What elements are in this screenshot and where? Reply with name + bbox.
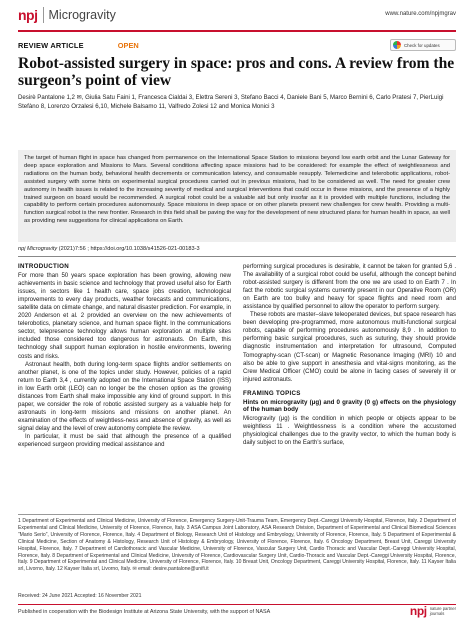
check-for-updates-button[interactable] — [390, 39, 456, 51]
subsection-heading-microgravity: Hints on microgravity (μg) and 0 gravity (0 g) effects on the physiology of the human body — [243, 398, 456, 414]
intro-paragraph-3: In particular, it must be said that although the presence of a qualified experienced surgeon providing medical assistance and — [18, 433, 231, 449]
right-paragraph-3: Microgravity (μg) is the condition in which people or objects appear to be weightless 11 . Weightlessness is a condition where the accustomed physiological challenges due to the gravity vector, to which the human body is daily subject to on the Earth’s surface, — [243, 415, 456, 447]
intro-paragraph-2: Astronaut health, both during long-term space flights and/or settlements on another planet, is one of the topics under study. However, policies of a rapid return to Earth 3,4 , currently adopted on the International Space Station (ISS) in low Earth orbit (LEO) can no longer be the chosen option as the growing distances from Earth shall make impossible any kind of ground support. In this paper, we consider the role of robotic assisted surgery as a valuable help for astronauts in long-term missions and missions on another planet. An examination of the effects of weightless-ness and absence of gravity, as well as signal delay and the level of crew autonomy complete the review. — [18, 361, 231, 432]
section-heading-introduction: INTRODUCTION — [18, 263, 70, 270]
abstract-box — [18, 150, 456, 242]
publisher-note: Published in cooperation with the Biodesign Institute at Arizona State University, with the support of NASA — [18, 609, 271, 615]
received-accepted-dates: Received: 24 June 2021 Accepted: 16 November 2021 — [18, 593, 142, 599]
footer-rule — [18, 604, 456, 605]
intro-paragraph-1: For more than 50 years space exploration has been growing, allowing new achievements in basic science and technology that proved useful also for Earth issues, in sectors like 1 health care, space jobs creation, technological improvements to every day products, weather forecasts and communications, satellite data on climate change, and natural disaster prediction. For example, in 2020 Anderson et al. 2 provided an overview on the new achievements of telerobotics, planetary science, and human space flight. In the communications sector, telepresence technology allows human exploration at multiple sites included those considered too dangerous for astronauts. On Earth, this technology shall support human exploration in hostile environments, lowering costs and risks. — [18, 273, 232, 360]
partner-line-1: nature partner — [429, 606, 456, 611]
npj-logo: npj — [18, 7, 38, 23]
right-paragraph-1: performing surgical procedures is desirable, it cannot be taken for granted 5,6 . The availability of a surgical robot could be useful, although the concept behind robot-assisted surgery is different from the one we are used to on Earth 7 . In fact the robotic surgical systems currently present in our Operative Room (OR) on Earth are too bulky and heavy for space flights and need room and assistance by qualified personnel to allow the operator to perform surgery. — [243, 264, 456, 311]
section-heading-framing-topics: FRAMING TOPICS — [243, 389, 301, 397]
journal-brand[interactable] — [18, 7, 116, 23]
journal-name: Microgravity — [48, 8, 116, 22]
affiliations-divider — [18, 514, 456, 515]
abstract-text: The target of human flight in space has changed from permanence on the International Space Station to missions beyond low earth orbit and the Lunar Gateway for deep space exploration and Missions to Mars. Several conditions affecting space missions had to be considered: for example the effect of weightlessness and radiations on the human body, behavioral health decrements or communication latency, and consumable resupply. Telemedicine and telerobotic applications, robot-assisted surgery with some hints on experimental surgical procedures carried out in previous missions, had to be considered as well. The need for greater crew autonomy in health issues is related to the increasing severity of medical and surgical interventions that could occur in these missions, and the presence of a highly trained surgeon on board would be recommended. A surgical robot could be a valuable aid but only insofar as it is provided with multiple functions, including the capability to perform certain procedures autonomously. Space missions in deep space or on other planets present new challenges for crew health. Providing a multi-function surgical robot is the new frontier. Research in this field shall be paving the way for the development of new structured plans for human health in space, as well as providing new suggestions for clinical applications on Earth. — [24, 155, 450, 225]
right-paragraph-2: These robots are master–slave teleoperated devices, but space research has been developing pre-programmed, more autonomous multi-functional surgical robots, capable of performing procedures autonomously 8,9 . In addition to performing basic surgical procedures, such as suturing, they should provide diagnostic instrumentation and interpretation for ultrasound, Computed Tomography-scan (CT-scan) or Magnetic Resonance Imaging (MRI) 10 and also be able to give support in anesthesia and vital-signs monitoring, as the Crew Medical Officer (CMO) could be alone in facing cases of severely ill or injured astronauts. — [243, 312, 456, 383]
page-header — [0, 0, 474, 34]
citation-doi-link[interactable]: (2021)7:56 ; https://doi.org/10.1038/s41526-021-00183-3 — [57, 246, 200, 252]
open-access-badge: OPEN — [117, 41, 139, 50]
citation-journal: npj Microgravity — [18, 246, 58, 252]
citation-line — [18, 246, 200, 252]
partner-journals-label — [430, 606, 456, 616]
check-updates-label: Check for updates — [404, 42, 440, 48]
npj-footer-logo: npj — [409, 604, 427, 618]
article-type-row — [18, 41, 139, 50]
nature-partner-journals-logo[interactable] — [410, 604, 456, 618]
author-list — [18, 93, 458, 111]
crossmark-icon — [393, 41, 401, 49]
article-title: Robot-assisted surgery in space: pros and cons. A review from the surgeon’s point of view — [18, 55, 455, 89]
article-type-label: REVIEW ARTICLE — [18, 41, 84, 50]
brand-divider — [43, 7, 44, 23]
body-column-right — [243, 263, 456, 447]
journal-url-link[interactable]: www.nature.com/npjmgrav — [385, 11, 456, 17]
abstract-divider — [18, 256, 456, 257]
header-rule — [18, 30, 456, 32]
partner-line-2: journals — [429, 611, 445, 616]
authors-text: Desirè Pantalone 1,2 ✉, Giulia Satu Faini 1, Francesca Cialdai 3, Elettra Sereni 3, Stefano Bacci 4, Daniele Bani 5, Marco Bernini 6, Carlo Pratesi 7, PierLuigi Stefàno 8, Lorenzo Orzalesi 6,10, Michele Balsamo 11, Valfredo Zolesi 12 and Monica Monici 3 — [18, 94, 444, 111]
body-column-left — [18, 263, 231, 449]
affiliations-text: 1 Department of Experimental and Clinical Medicine, University of Florence, Emergency Surgery-Unit-Trauma Team, Emergency Dept.-Careggi University Hospital, Florence, Italy. 2 Department of Experimental and Clinical Medicine, University of Florence, Florence, Italy. 3 ASA Campus Joint Laboratory, ASA Research Division, Department of Experimental and Clinical Biomedical Sciences “Mario Serio”, University of Florence, Florence, Italy. 4 Department of Biology, Research Unit of Histology and Embryology, University of Florence, Florence, Italy. 5 Department of Experimental & Clinical Medicine, Section of Anatomy & Histology, Research Unit of Histology & Embryology, University of Florence, Florence, Italy. 6 Oncology Department, Breast Unit, Careggi University Hospital, Florence, Italy. 7 Department of Cardiothoracic and Vascular Medicine, University of Florence, Vascular Surgery Unit, Cardio Thoracic and Vascular Dept.-Careggi University Hospital, Florence, Italy. 8 Department of Experimental and Clinical Medicine, University of Florence, Cardiovascular Surgery Unit, Cardio-Thoracic and Vascular Dept.-Careggi University Hospital, Florence, Italy. 9 Department of Experimental and Clinical Medicine, University of Florence, Florence, Italy. 10 Breast Unit, Oncology Department, Careggi University Hospital, Florence, Italy. 11 Kayser Italia srl, Livorno, Italy. 12 Kayser Italia srl, Livorno, Italy. ✉ email: desire.pantalone@unifi.it — [18, 518, 456, 573]
